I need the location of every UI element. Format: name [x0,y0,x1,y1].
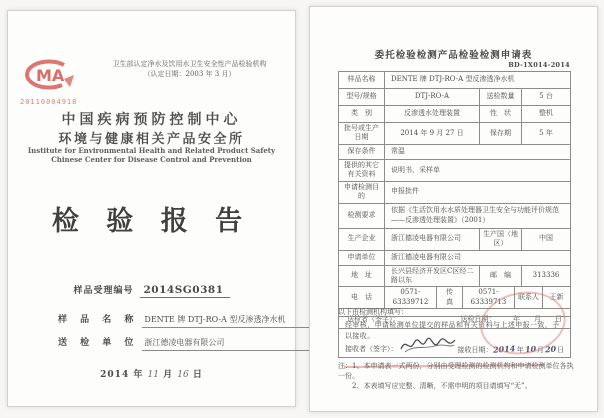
table-row [339,266,570,288]
report-date-day-suffix: 日 [192,370,203,380]
receiver-signature-row [345,343,564,355]
submit-unit-label: 送 检 单 位 [58,338,139,348]
field-quantity-label: 送检数量 [480,89,522,105]
field-country-label: 生产国（地区） [480,229,522,250]
agency-fill-note: 以下由检测机构填写： [338,308,408,316]
field-fax-value: 0571-63339713 [463,287,515,308]
field-model-label: 型号/规格 [339,89,385,105]
report-date-day-handwritten: 16 [177,370,189,380]
field-purpose-label: 申请检测目的 [339,182,385,203]
send-date-label: 送检日期： 年 月 日 [460,314,562,323]
acceptance-number-label: 样品受理编号 [73,286,134,296]
application-form-table [338,71,571,329]
sample-name-row [58,312,314,328]
review-statement: 经审核，申请检测单位提交的样品和有关资料与上述申报一致，予以接收。 [345,321,560,340]
field-sample-name-label: 样品名称 [339,72,385,88]
org-name-en-line1: Institute for Environmental Health and Related Product Safety [27,146,276,155]
field-contact-label: 联系人 [515,287,543,308]
form-code: BD-1X014-2014 [508,61,570,69]
report-date-month-handwritten: 11 [147,370,159,380]
receive-date-label: 接收日期： [457,345,493,354]
field-applicant-label: 申请单位 [339,251,385,265]
field-storage-value: 常温 [391,147,405,156]
field-phone-value: 0571-63339712 [385,287,437,308]
cma-certificate-number: 20110004918 [20,98,78,106]
svg-text:MA: MA [36,66,65,85]
receive-date-line [457,344,564,355]
field-batch-date-label: 批号或生产日期 [339,123,385,144]
table-row [339,160,570,182]
accreditation-note [94,59,285,79]
field-zip-value: 313336 [532,271,560,280]
sample-name-label: 样 品 名 称 [58,315,139,325]
field-country-value: 中国 [539,234,553,243]
field-batch-date-value: 2014 年 9 月 27 日 [385,123,480,144]
field-property-label: 性 状 [480,106,522,122]
org-name-en-line2: Chinese Center for Disease Control and Prevention [51,155,252,164]
report-title: 检 验 报 告 [51,206,252,237]
receiver-signature-scribble [399,335,457,355]
field-category-label: 类 别 [339,106,385,122]
table-row [339,145,570,160]
acceptance-box [338,316,571,358]
submit-unit-value: 浙江德凌电器有限公司 [142,337,314,351]
field-fax-label: 传 真 [437,287,463,308]
org-name-cn-line2: 环境与健康相关产品安全所 [58,132,245,147]
acceptance-number-value: 2014SG0381 [140,284,230,298]
sample-name-value: DENTE 牌 DTJ-RO-A 型反渗透净水机 [142,314,314,328]
form-notes [338,361,578,391]
form-note-1: 注：1、本申请表一式两份，分别由受理检测的检测机构和申请检测单位各执一份。 [338,362,574,381]
accreditation-line1: 卫生部认定净水及饮用水卫生安全性产品检验机构 [112,60,267,68]
table-row [339,204,570,229]
report-date-line [8,367,295,380]
field-shelf-life-value: 5 年 [539,128,553,137]
cma-mark-icon [20,57,78,93]
acceptance-number-line [8,283,295,298]
table-row [339,182,570,204]
accreditation-line2: （认定日期：2003 年 3 月） [143,70,236,78]
field-other-docs-label: 提供的其它有关资料 [339,160,385,181]
report-cover-page [7,10,296,407]
field-shelf-life-label: 保存期 [480,123,522,144]
field-contact-value: 王新 [549,293,564,302]
field-applicant-value: 浙江德凌电器有限公司 [391,252,461,261]
receive-date-day-handwritten: 20 [544,343,557,354]
field-requirement-value: 依据《生活饮用水水质处理器卫生安全与功能评价规范——反渗透处理装置》（2001） [391,206,559,224]
table-row [339,89,570,106]
report-date-month-suffix: 月 [163,370,174,380]
cma-stamp [20,57,86,106]
receiver-label: 接收者（签字）： [345,345,398,353]
table-row [339,251,570,266]
field-address-value: 长兴县经济开发区C区经二路以东 [385,266,480,287]
receive-date-year-handwritten: 2014 [493,342,517,355]
field-quantity-value: 5 台 [539,92,553,101]
receive-date-month-handwritten: 10 [524,343,537,354]
submit-unit-row [58,335,314,351]
org-name-cn-line1: 中国疾病预防控制中心 [61,112,242,128]
field-address-label: 地 址 [339,266,385,287]
receive-date-month-suffix: 月 [536,345,544,354]
field-category-value: 反渗透水处理装置 [385,106,480,122]
field-storage-label: 保存条件 [339,145,385,159]
sender-sign-label: 送检者（签字）： [347,314,400,323]
application-form-page [309,6,598,412]
field-property-value: 整机 [539,109,553,118]
table-row [339,72,570,89]
field-other-docs-value: 说明书、采样单 [391,165,440,174]
field-manufacturer-label: 生产企业 [339,229,385,250]
table-row [339,229,570,251]
field-manufacturer-value: 浙江德凌电器有限公司 [385,229,480,250]
report-date-year: 2014 年 [100,370,144,380]
form-note-2: 2、本表填写应完整、清晰，不需申明的项目请填写“无”。 [352,382,532,391]
field-zip-label: 邮 编 [480,266,522,287]
field-sample-name-value: DENTE 牌 DTJ-RO-A 型反渗透净水机 [391,75,515,84]
field-phone-label: 电 话 [339,287,385,308]
field-requirement-label: 检测要求 [339,204,385,228]
table-row [339,106,570,123]
receive-date-day-suffix: 日 [557,345,565,354]
form-title: 委托检验检测产品检验检测申请表 [374,50,533,61]
table-row [339,287,570,309]
receive-date-year-suffix: 年 [516,345,524,354]
table-row [339,123,570,145]
field-model-value: DTJ-RO-A [385,89,480,105]
field-purpose-value: 申报批件 [391,187,419,196]
